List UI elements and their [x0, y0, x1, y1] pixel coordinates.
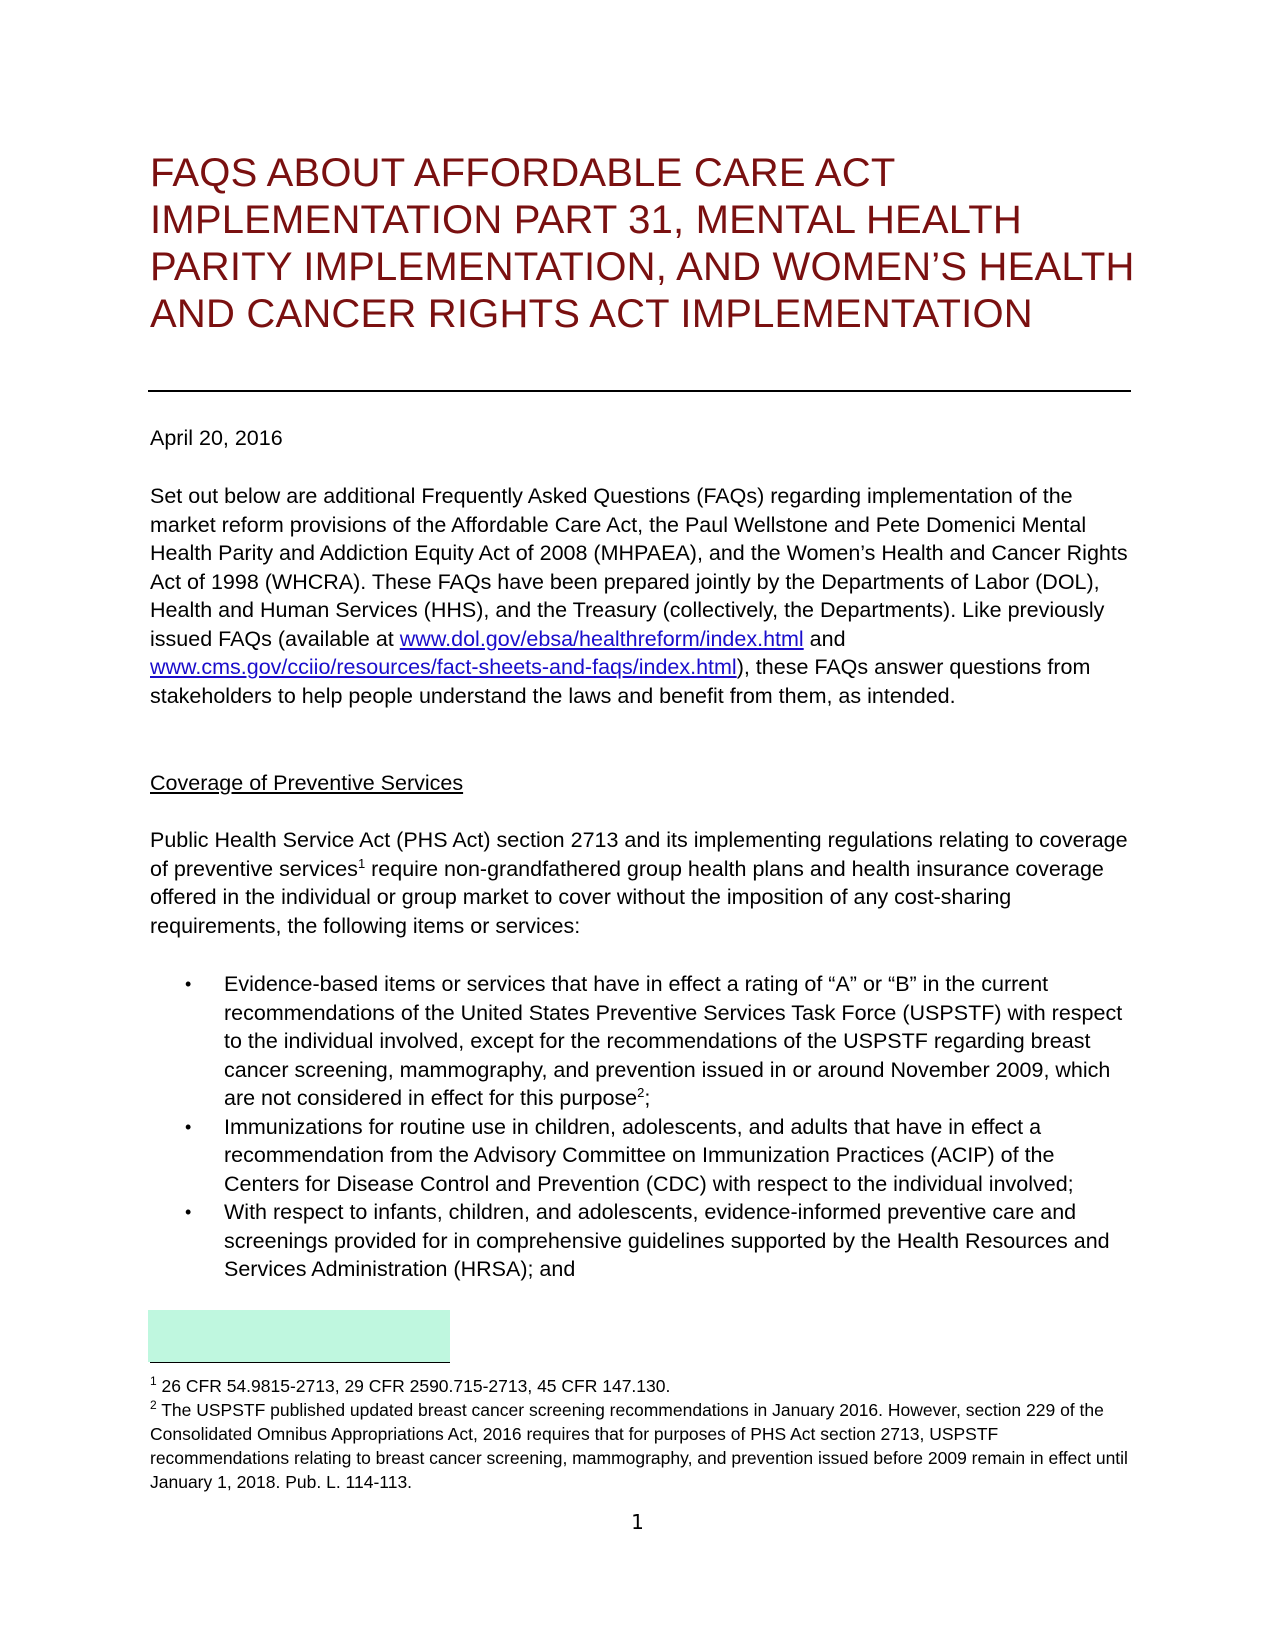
intro-link-joiner: and [803, 626, 846, 651]
page-number: 1 [631, 1510, 644, 1534]
list-item-text: Immunizations for routine use in children, adolescents, and adults that have in effect a recommendation from the Advisory Committee on Immunization Practices (ACIP) of the Centers for Disease Control and Prevention (CDC) with respect to the individual involved; [224, 1114, 1074, 1196]
bullet-icon: • [185, 1202, 192, 1222]
bullet-icon: • [185, 974, 192, 994]
bullet-icon: • [185, 1116, 192, 1137]
footnote-2-text: The USPSTF published updated breast cancer screening recommendations in January 2016. However, section 229 of the Consolidated Omnibus Appropriations Act, 2016 requires that for purposes of PHS Act section 2713, USPSTF recommendations relating to breast cancer screening, mammography, and prevention issued before 2009 remain in effect until January 1, 2018. Pub. L. 114-113. [150, 1400, 1128, 1492]
dol-healthreform-link[interactable]: www.dol.gov/ebsa/healthreform/index.html [399, 626, 804, 651]
title-divider [148, 390, 1131, 392]
list-item [150, 1198, 1135, 1284]
highlight-region [148, 1310, 450, 1362]
footnote-ref-2[interactable]: 2 [637, 1085, 645, 1100]
services-list [150, 970, 1135, 1284]
footnote-2 [150, 1398, 1135, 1494]
intro-paragraph [150, 482, 1130, 710]
footnote-1 [150, 1374, 1135, 1398]
section-heading: Coverage of Preventive Services [150, 771, 464, 795]
footnote-2-number: 2 [150, 1398, 157, 1412]
list-item [150, 970, 1135, 1113]
document-date: April 20, 2016 [150, 426, 283, 450]
cms-faqs-link[interactable]: www.cms.gov/cciio/resources/fact-sheets-and-faqs/index.html [150, 655, 737, 679]
section-text-end: require non-grandfathered group health plans and health insurance coverage offered in the individual or group market to cover without the imposition of any cost-sharing requirements, the following items or services: [150, 856, 1104, 938]
list-item-text: Evidence-based items or services that have in effect a rating of “A” or “B” in the current recommendations of the United States Preventive Services Task Force (USPSTF) with respect to the individual involved, except for the recommendations of the USPSTF regarding breast cancer screening, mammography, and prevention issued in or around November 2009, which are not considered in effect for this purpose [224, 972, 1123, 1110]
section-text-start: Public Health Service Act (PHS Act) section 2713 and its implementing regulations relating to coverage of preventive services [150, 828, 1128, 881]
footnote-ref-1[interactable]: 1 [357, 855, 366, 871]
document-title: FAQS ABOUT AFFORDABLE CARE ACT IMPLEMENTATION PART 31, MENTAL HEALTH PARITY IMPLEMENTATION, AND WOMEN’S HEALTH AND CANCER RIGHTS ACT IMPLEMENTATION [150, 151, 1135, 336]
list-item-text: With respect to infants, children, and adolescents, evidence-informed preventive care and screenings provided for in comprehensive guidelines supported by the Health Resources and Services Administration (HRSA); and [224, 1200, 1110, 1281]
list-item-end: ; [644, 1086, 651, 1110]
intro-text-start: Set out below are additional Frequently Asked Questions (FAQs) regarding implementation of the market reform provisions of the Affordable Care Act, the Paul Wellstone and Pete Domenici Mental Health Parity and Addiction Equity Act of 2008 (MHPAEA), and the Women’s Health and Cancer Rights Act of 1998 (WHCRA). These FAQs have been prepared jointly by the Departments of Labor (DOL), Health and Human Services (HHS), and the Treasury (collectively, the Departments). Like previously issued FAQs (available at [150, 484, 1128, 651]
footnote-divider [150, 1362, 450, 1363]
footnote-1-number: 1 [150, 1374, 157, 1388]
section-paragraph [150, 826, 1130, 940]
footnotes [150, 1374, 1135, 1494]
list-item [150, 1113, 1135, 1199]
intro-text-end: ), these FAQs answer questions from stakeholders to help people understand the laws and benefit from them, as intended. [150, 655, 1091, 708]
footnote-1-text: 26 CFR 54.9815-2713, 29 CFR 2590.715-2713, 45 CFR 147.130. [156, 1376, 671, 1396]
